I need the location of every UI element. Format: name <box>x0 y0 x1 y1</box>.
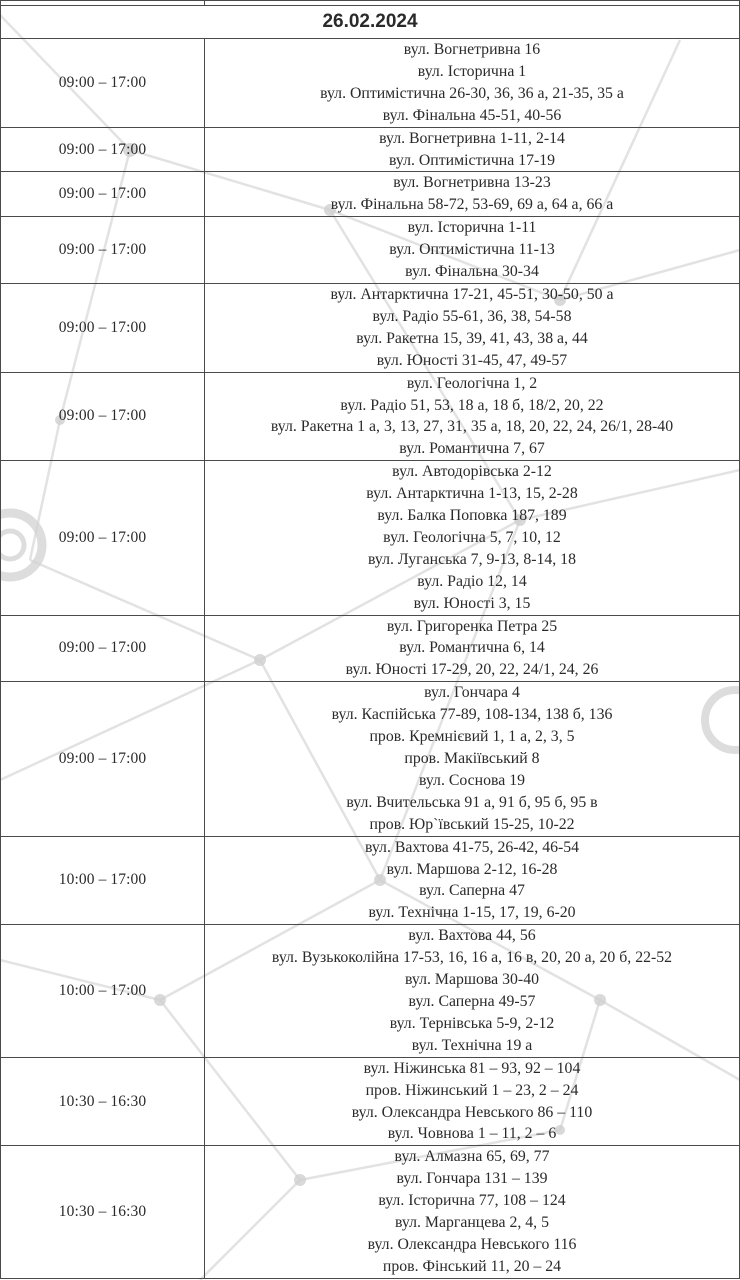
address-line: вул. Вогнетривна 16 <box>403 41 541 58</box>
table-row <box>1 283 740 372</box>
outage-time: 10:00 – 17:00 <box>1 836 205 925</box>
address-line: вул. Історична 1-11 <box>407 219 537 237</box>
address-line: вул. Каспійська 77-89, 108-134, 138 б, 136 <box>331 706 613 724</box>
address-list <box>205 283 740 372</box>
address-line: вул. Ракетна 15, 39, 41, 43, 38 а, 44 <box>356 329 588 347</box>
outage-time: 09:00 – 17:00 <box>1 127 205 172</box>
outage-time: 09:00 – 17:00 <box>1 217 205 284</box>
address-line: вул. Геологічна 5, 7, 10, 12 <box>383 528 561 546</box>
address-line: вул. Радіо 12, 14 <box>417 572 527 590</box>
address-line: вул. Ракетна 1 а, 3, 13, 27, 31, 35 а, 18, 20, 22, 24, 26/1, 28-40 <box>270 418 674 436</box>
address-list <box>205 461 740 615</box>
address-list <box>205 39 740 128</box>
address-line: вул. Маршова 2-12, 16-28 <box>386 860 558 878</box>
outage-time: 09:00 – 17:00 <box>1 172 205 217</box>
outage-time: 09:00 – 17:00 <box>1 615 205 682</box>
address-line: вул. Соснова 19 <box>418 771 526 789</box>
address-line: вул. Фінальна 58-72, 53-69, 69 а, 64 а, 66 а <box>330 196 614 214</box>
address-line: вул. Вогнетривна 13-23 <box>393 174 551 192</box>
table-row <box>1 925 740 1057</box>
address-line: вул. Марганцева 2, 4, 5 <box>395 1214 549 1232</box>
outage-time: 10:00 – 17:00 <box>1 925 205 1057</box>
schedule-rows <box>1 39 740 1279</box>
address-list <box>205 127 740 172</box>
address-line: вул. Технічна 1-15, 17, 19, 6-20 <box>368 904 576 922</box>
table-row <box>1 127 740 172</box>
address-line: вул. Гончара 131 – 139 <box>396 1170 548 1188</box>
schedule-date: 26.02.2024 <box>1 6 740 39</box>
address-line: вул. Оптимістична 26-30, 36, 36 а, 21-35, 35 а <box>320 84 624 102</box>
address-line: вул. Романтична 7, 67 <box>399 440 545 458</box>
address-list <box>205 1057 740 1146</box>
address-line: вул. Юності 3, 15 <box>413 594 531 612</box>
address-line: вул. Олександра Невського 86 – 110 <box>351 1103 593 1121</box>
address-line: вул. Оптимістична 17-19 <box>388 151 556 169</box>
table-row <box>1 682 740 836</box>
address-list <box>205 925 740 1057</box>
address-line: вул. Ніжинська 81 – 93, 92 – 104 <box>363 1059 581 1077</box>
address-line: вул. Вахтова 44, 56 <box>408 927 536 945</box>
table-row <box>1 217 740 284</box>
address-list <box>205 172 740 217</box>
outage-time: 09:00 – 17:00 <box>1 372 205 461</box>
address-line: вул. Олександра Невського 116 <box>367 1235 577 1253</box>
address-line: пров. Макіївський 8 <box>404 750 540 767</box>
outage-time: 10:30 – 16:30 <box>1 1057 205 1146</box>
address-line: вул. Фінальна 30-34 <box>405 263 539 281</box>
address-line: вул. Вогнетривна 1-11, 2-14 <box>379 129 565 147</box>
outage-time: 09:00 – 17:00 <box>1 283 205 372</box>
address-line: вул. Балка Поповка 187, 189 <box>377 507 567 525</box>
address-line: вул. Геологічна 1, 2 <box>406 374 538 392</box>
address-line: вул. Човнова 1 – 11, 2 – 6 <box>387 1125 557 1143</box>
address-line: вул. Вахтова 41-75, 26-42, 46-54 <box>364 838 580 856</box>
address-list <box>205 836 740 925</box>
address-line: вул. Саперна 49-57 <box>408 992 536 1010</box>
address-line: вул. Григоренка Петра 25 <box>386 617 558 635</box>
address-line: вул. Вчительська 91 а, 91 б, 95 б, 95 в <box>346 793 598 811</box>
address-line: вул. Антарктична 1-13, 15, 2-28 <box>366 485 578 503</box>
table-row <box>1 372 740 461</box>
outage-time: 10:30 – 16:30 <box>1 1146 205 1278</box>
outage-time: 09:00 – 17:00 <box>1 682 205 836</box>
table-row <box>1 836 740 925</box>
table-row <box>1 39 740 128</box>
address-line: вул. Саперна 47 <box>419 882 525 900</box>
table-row <box>1 172 740 217</box>
address-line: вул. Романтична 6, 14 <box>399 639 545 657</box>
address-line: вул. Історична 1 <box>417 62 527 80</box>
address-line: пров. Юр`ївський 15-25, 10-22 <box>369 815 575 833</box>
outage-time: 09:00 – 17:00 <box>1 461 205 615</box>
date-header-row <box>1 6 740 39</box>
address-line: вул. Радіо 55-61, 36, 38, 54-58 <box>372 307 572 325</box>
address-list <box>205 615 740 682</box>
address-list <box>205 372 740 461</box>
address-line: вул. Тернівська 5-9, 2-12 <box>389 1014 555 1032</box>
address-line: пров. Кремнієвий 1, 1 а, 2, 3, 5 <box>369 728 575 746</box>
address-line: вул. Автодорівська 2-12 <box>392 463 552 481</box>
outage-time: 09:00 – 17:00 <box>1 39 205 128</box>
address-line: вул. Фінальна 45-51, 40-56 <box>382 106 562 124</box>
address-line: пров. Фінський 11, 20 – 24 <box>382 1257 562 1275</box>
table-row <box>1 1146 740 1278</box>
address-line: вул. Радіо 51, 53, 18 а, 18 б, 18/2, 20, 22 <box>340 396 604 414</box>
table-row <box>1 1057 740 1146</box>
address-line: вул. Юності 31-45, 47, 49-57 <box>376 351 568 369</box>
address-line: вул. Гончара 4 <box>424 684 520 702</box>
table-row <box>1 615 740 682</box>
address-line: вул. Антарктична 17-21, 45-51, 30-50, 50 а <box>330 285 614 303</box>
address-list <box>205 217 740 284</box>
address-line: вул. Алмазна 65, 69, 77 <box>394 1148 550 1166</box>
address-line: вул. Вузькоколійна 17-53, 16, 16 а, 16 в, 20, 20 а, 20 б, 22-52 <box>271 949 673 967</box>
address-line: вул. Оптимістична 11-13 <box>389 241 555 259</box>
address-list <box>205 682 740 836</box>
address-line: вул. Технічна 19 а <box>411 1036 533 1054</box>
address-line: вул. Маршова 30-40 <box>405 971 539 989</box>
address-line: вул. Луганська 7, 9-13, 8-14, 18 <box>368 550 576 568</box>
address-line: пров. Ніжинський 1 – 23, 2 – 24 <box>365 1081 579 1099</box>
table-row <box>1 461 740 615</box>
address-list <box>205 1146 740 1278</box>
address-line: вул. Історична 77, 108 – 124 <box>378 1192 566 1210</box>
address-line: вул. Юності 17-29, 20, 22, 24/1, 24, 26 <box>345 661 599 679</box>
